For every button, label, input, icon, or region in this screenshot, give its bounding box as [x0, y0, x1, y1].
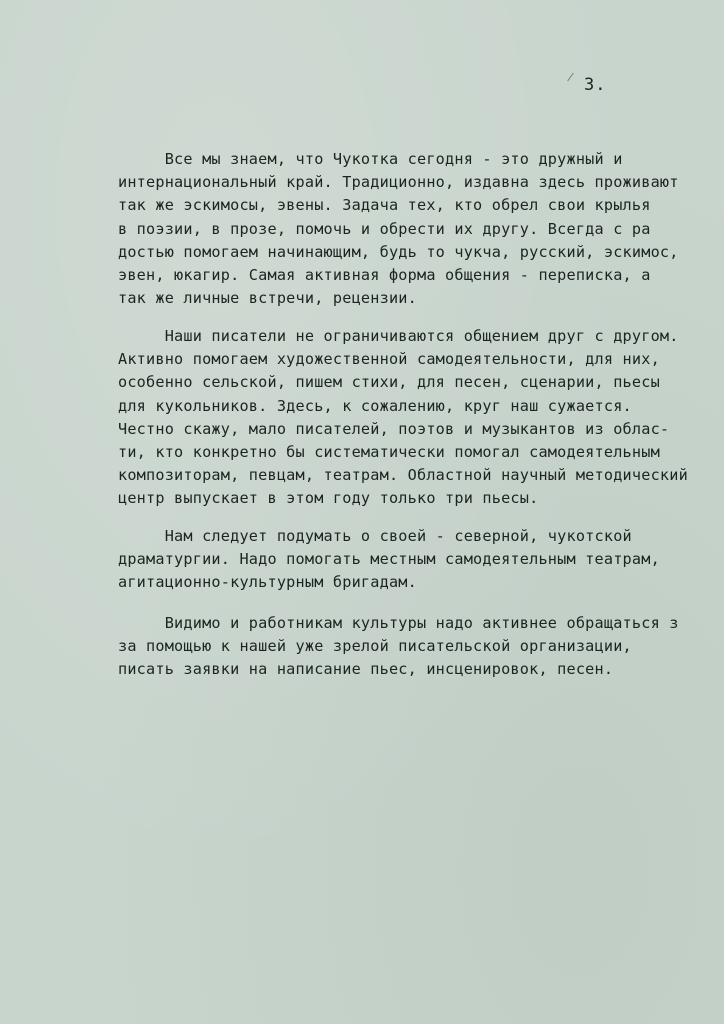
text-line: Нам следует подумать о своей - северной, чукотской	[118, 527, 632, 545]
text-line: интернациональный край. Традиционно, издавна здесь проживают	[118, 173, 679, 192]
text-line: достью помогаем начинающим, будь то чукча, русский, эскимос,	[118, 242, 679, 261]
text-line: в поэзии, в прозе, помочь и обрести их другу. Всегда с ра	[118, 219, 651, 238]
text-line: Все мы знаем, что Чукотка сегодня - это дружный и	[118, 150, 623, 168]
page-number: 3.	[584, 75, 607, 95]
text-line: так же эскимосы, эвены. Задача тех, кто обрел свои крылья	[118, 196, 651, 215]
text-line: эвен, юкагир. Самая активная форма общения - переписка, а	[118, 265, 651, 284]
text-line: для кукольников. Здесь, к сожалению, круг наш сужается.	[118, 396, 632, 415]
text-line: писать заявки на написание пьес, инсценировок, песен.	[118, 660, 614, 679]
text-line: Наши писатели не ограничиваются общением друг с другом.	[118, 327, 679, 345]
text-line: агитационно-культурным бригадам.	[118, 573, 417, 592]
paragraph-4	[118, 612, 679, 682]
paragraph-1	[118, 148, 679, 310]
text-line: ти, кто конкретно бы систематически помогал самодеятельным	[118, 442, 660, 461]
paragraph-2	[118, 325, 688, 511]
text-line: Активно помогаем художественной самодеятельности, для них,	[118, 350, 660, 369]
text-line: драматургии. Надо помогать местным самодеятельным театрам,	[118, 550, 660, 569]
text-line: за помощью к нашей уже зрелой писательской организации,	[118, 637, 632, 656]
pen-tick-mark	[567, 73, 574, 82]
text-line: центр выпускает в этом году только три пьесы.	[118, 489, 539, 508]
paragraph-3	[118, 525, 660, 595]
text-line: особенно сельской, пишем стихи, для песен, сценарии, пьесы	[118, 373, 660, 392]
text-line: Видимо и работникам культуры надо активнее обращаться з	[118, 614, 679, 632]
text-line: Честно скажу, мало писателей, поэтов и музыкантов из облас-	[118, 419, 670, 438]
text-line: так же личные встречи, рецензии.	[118, 289, 417, 308]
text-line: композиторам, певцам, театрам. Областной научный методический	[118, 466, 688, 485]
